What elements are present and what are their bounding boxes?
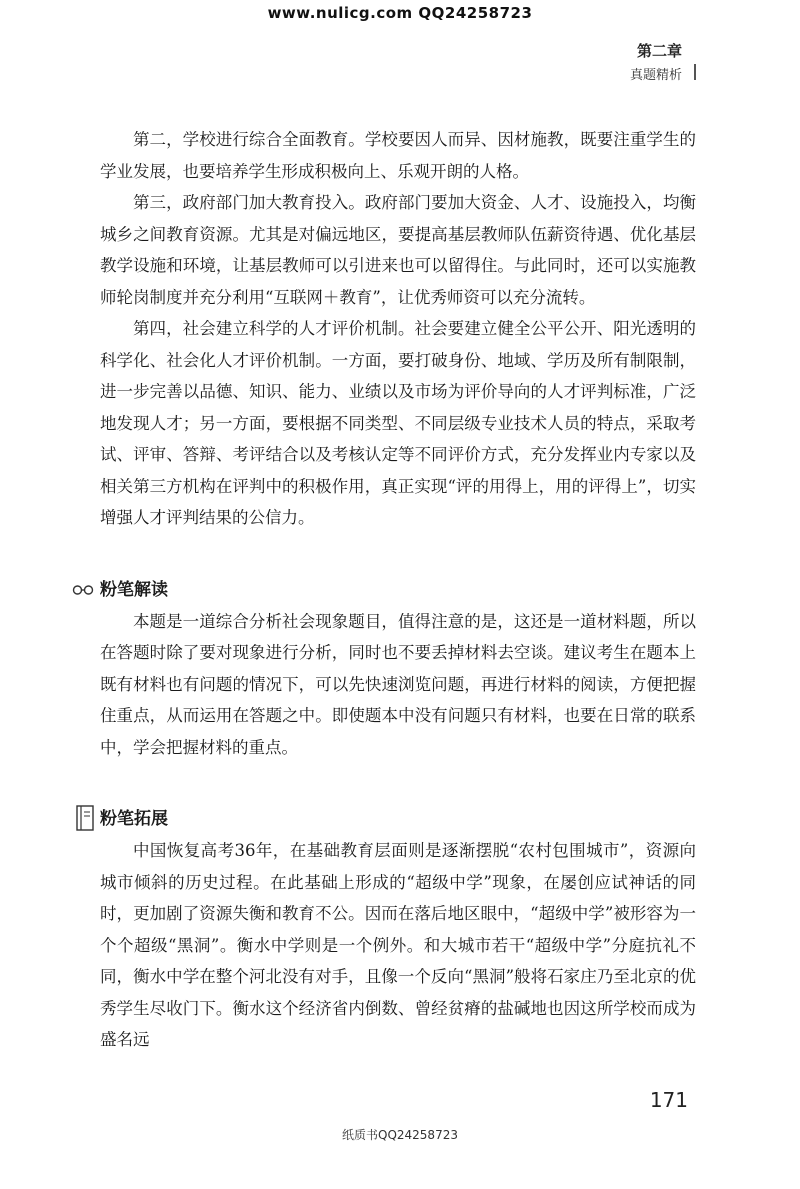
section-reading — [100, 574, 696, 764]
chapter-subtitle: 真题精析 — [629, 68, 682, 83]
footer-watermark: 纸质书QQ24258723 — [342, 1128, 458, 1142]
paragraph-third: 第三，政府部门加大教育投入。政府部门要加大资金、人才、设施投入，均衡城乡之间教育资源。尤其是对偏远地区，要提高基层教师队伍薪资待遇、优化基层教学设施和环境，让基层教师可以引进来也可以留得住。与此同时，还可以实施教师轮岗制度并充分利用“互联网＋教育”，让优秀师资可以充分流转。 — [100, 193, 696, 307]
section-reading-heading — [72, 574, 696, 606]
section-reading-title: 粉笔解读 — [100, 579, 168, 600]
section-extension-title: 粉笔拓展 — [100, 809, 168, 829]
reading-glasses-icon — [72, 583, 94, 597]
page-number: 171 — [649, 1088, 688, 1112]
section-extension-text: 中国恢复高考36年，在基础教育层面则是逐渐摆脱“农村包围城市”，资源向城市倾斜的历史过程。在此基础上形成的“超级中学”现象，在屡创应试神话的同时，更加剧了资源失衡和教育不公。因而在落后地区眼中，“超级中学”被形容为一个个超级“黑洞”。衡水中学则是一个例外。和大城市若干“超级中学”分庭抗礼不同，衡水中学在整个河北没有对手，且像一个反向“黑洞”般将石家庄乃至北京的优秀学生尽收门下。衡水这个经济省内倒数、曾经贫瘠的盐碱地也因这所学校而成为盛名远 — [100, 841, 696, 1049]
header-watermark: www.nulicg.com QQ24258723 — [267, 4, 533, 22]
paragraph-second: 第二，学校进行综合全面教育。学校要因人而异、因材施教，既要注重学生的学业发展，也要培养学生形成积极向上、乐观开朗的人格。 — [100, 130, 696, 181]
chapter-title: 第二章 — [636, 42, 682, 60]
section-reading-text: 本题是一道综合分析社会现象题目，值得注意的是，这还是一道材料题，所以在答题时除了要对现象进行分析，同时也不要丢掉材料去空谈。建议考生在题本上既有材料也有问题的情况下，可以先快速浏览问题，再进行材料的阅读，方便把握住重点，从而运用在答题之中。即使题本中没有问题只有材料，也要在日常的联系中，学会把握材料的重点。 — [100, 611, 696, 757]
paragraph-fourth: 第四，社会建立科学的人才评价机制。社会要建立健全公平公开、阳光透明的科学化、社会化人才评价机制。一方面，要打破身份、地域、学历及所有制限制，进一步完善以品德、知识、能力、业绩以及市场为评价导向的人才评判标准，广泛地发现人才；另一方面，要根据不同类型、不同层级专业技术人员的特点，采取考试、评审、答辩、考评结合以及考核认定等不同评价方式，充分发挥业内专家以及相关第三方机构在评判中的积极作用，真正实现“评的用得上，用的评得上”，切实增强人才评判结果的公信力。 — [100, 319, 696, 527]
book-icon — [76, 805, 94, 831]
section-extension-heading — [72, 803, 696, 835]
section-extension — [100, 803, 696, 1056]
page-content — [100, 124, 696, 1056]
chapter-divider — [694, 64, 696, 80]
